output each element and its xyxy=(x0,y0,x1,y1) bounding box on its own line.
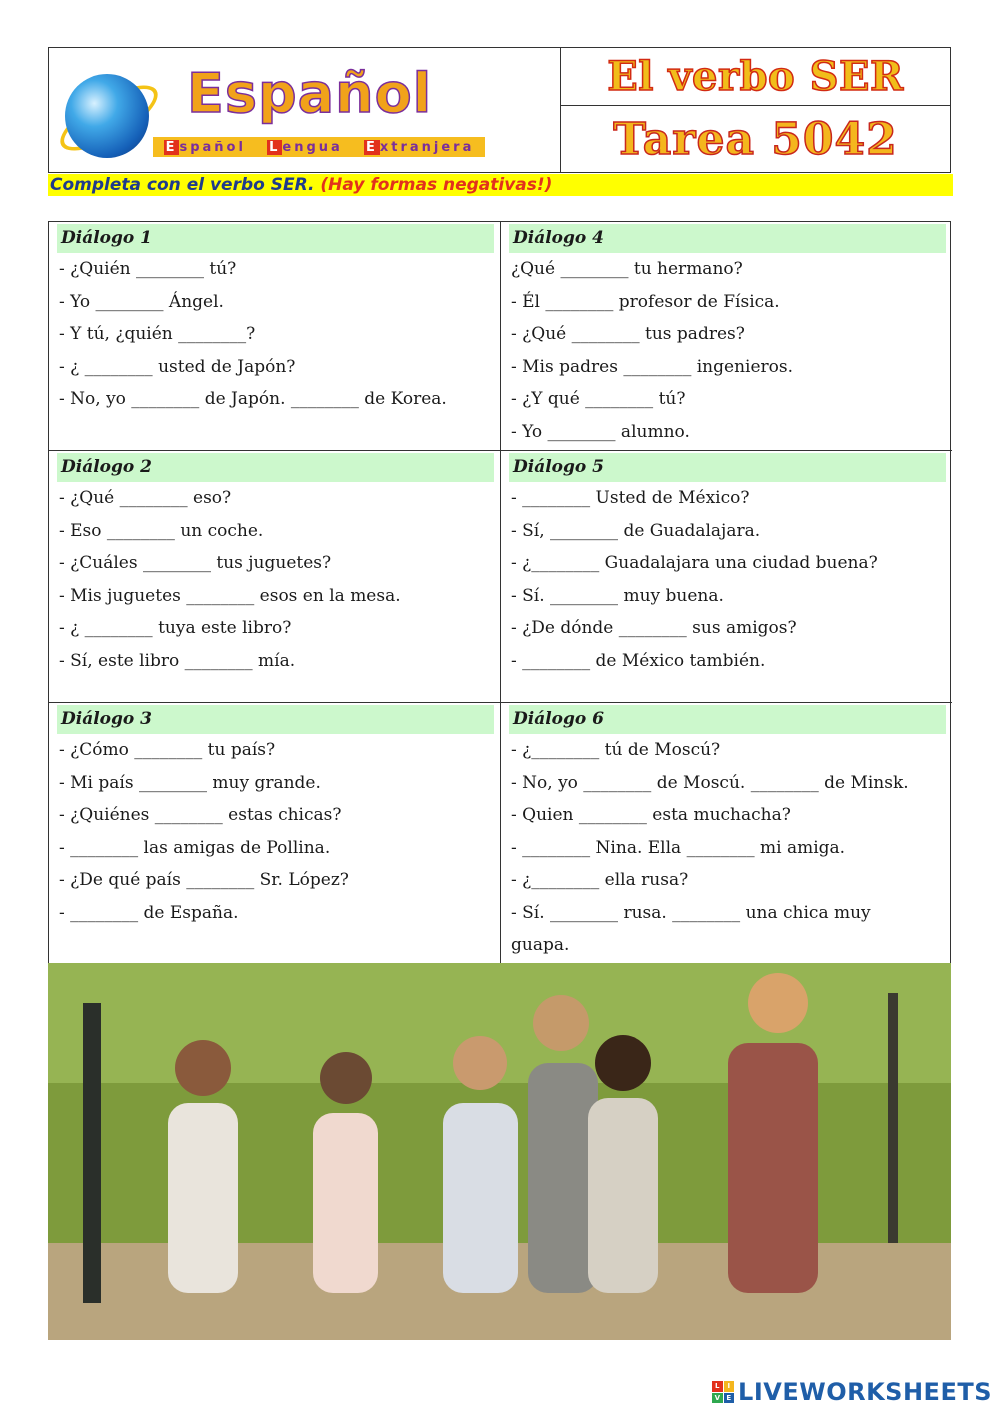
dialog-line: - ¿ ________ tuya este libro? xyxy=(59,618,292,638)
dialog-line: - Mi país ________ muy grande. xyxy=(59,772,321,793)
dialog-line: - ________ de México también. xyxy=(511,650,766,671)
dialog-box xyxy=(501,451,952,703)
dialog-line: - ¿Quiénes ________ estas chicas? xyxy=(59,805,342,825)
brand-word-1: E spañol xyxy=(165,139,246,155)
dialog-line: - ¿Qué ________ eso? xyxy=(59,488,232,508)
dialog-line: - ¿Qué ________ tus padres? xyxy=(511,324,745,344)
liveworksheets-brand: LIVEWORKSHEETS xyxy=(738,1378,992,1406)
instruction-text: Completa con el verbo SER. xyxy=(50,175,315,195)
dialog-line: - ¿De dónde ________ sus amigos? xyxy=(511,618,797,638)
dialog-line: - ¿________ Guadalajara una ciudad buena? xyxy=(511,553,878,573)
globe-icon xyxy=(65,74,149,158)
students-photo xyxy=(48,963,951,1340)
dialog-line: - Y tú, ¿quién ________? xyxy=(59,324,256,344)
dialog-line: - No, yo ________ de Moscú. ________ de Minsk. xyxy=(511,772,909,793)
dialog-line: - Mis juguetes ________ esos en la mesa. xyxy=(59,585,401,606)
dialog-line: - Eso ________ un coche. xyxy=(59,520,264,541)
dialog-box xyxy=(501,703,952,963)
liveworksheets-footer xyxy=(712,1378,992,1406)
dialog-line: - No, yo ________ de Japón. ________ de Korea. xyxy=(59,389,447,409)
dialog-line: - ________ las amigas de Pollina. xyxy=(59,837,331,858)
dialog-box xyxy=(49,703,501,963)
dialog-line: - ________ Nina. Ella ________ mi amiga. xyxy=(511,837,846,858)
dialog-title: Diálogo 4 xyxy=(509,224,946,253)
dialog-title: Diálogo 3 xyxy=(57,705,494,734)
dialog-line: - ¿Quién ________ tú? xyxy=(59,259,237,279)
dialog-line: - Sí. ________ rusa. ________ una chica muy xyxy=(511,902,871,923)
dialog-line: - Yo ________ Ángel. xyxy=(59,291,224,312)
dialog-box xyxy=(49,451,501,703)
dialog-line: - ¿Y qué ________ tú? xyxy=(511,389,686,409)
dialog-line: ¿Qué ________ tu hermano? xyxy=(511,259,743,279)
dialog-line: - Sí, ________ de Guadalajara. xyxy=(511,520,761,541)
dialog-line: - Mis padres ________ ingenieros. xyxy=(511,356,794,377)
dialog-title: Diálogo 5 xyxy=(509,453,946,482)
dialog-grid xyxy=(48,221,951,964)
brand-word-2: L engua xyxy=(269,139,343,155)
dialog-title: Diálogo 1 xyxy=(57,224,494,253)
dialog-line: - ¿ ________ usted de Japón? xyxy=(59,356,296,377)
worksheet-subtitle: Tarea 5042 xyxy=(613,113,898,165)
dialog-line: - ¿Cómo ________ tu país? xyxy=(59,740,276,760)
title-area xyxy=(561,48,950,172)
brand-word-3: E xtranjera xyxy=(365,139,475,155)
dialog-line: - Sí, este libro ________ mía. xyxy=(59,650,296,671)
dialog-line: - ¿Cuáles ________ tus juguetes? xyxy=(59,553,332,573)
logo-area xyxy=(49,48,561,172)
dialog-line: guapa. xyxy=(511,935,570,955)
dialog-box xyxy=(501,222,952,451)
dialog-line: - Quien ________ esta muchacha? xyxy=(511,805,791,825)
instruction-note: (Hay formas negativas!) xyxy=(320,175,553,195)
dialog-title: Diálogo 6 xyxy=(509,705,946,734)
dialog-box xyxy=(49,222,501,451)
worksheet-title: El verbo SER xyxy=(607,53,904,100)
dialog-line: - ________ de España. xyxy=(59,902,239,923)
dialog-line: - Yo ________ alumno. xyxy=(511,421,690,442)
brand-title: Español xyxy=(187,62,433,125)
dialog-line: - Él ________ profesor de Física. xyxy=(511,291,780,312)
dialog-line: - ¿De qué país ________ Sr. López? xyxy=(59,870,349,890)
worksheet-header xyxy=(48,47,951,173)
instruction-bar xyxy=(48,174,953,196)
dialog-line: - ¿________ tú de Moscú? xyxy=(511,740,721,760)
brand-bar xyxy=(153,137,485,157)
liveworksheets-logo-icon: L I V E xyxy=(712,1381,734,1403)
dialog-line: - ¿________ ella rusa? xyxy=(511,870,689,890)
dialog-line: - Sí. ________ muy buena. xyxy=(511,585,724,606)
dialog-line: - ________ Usted de México? xyxy=(511,488,750,508)
students-photo-illustration xyxy=(48,963,951,1340)
dialog-title: Diálogo 2 xyxy=(57,453,494,482)
